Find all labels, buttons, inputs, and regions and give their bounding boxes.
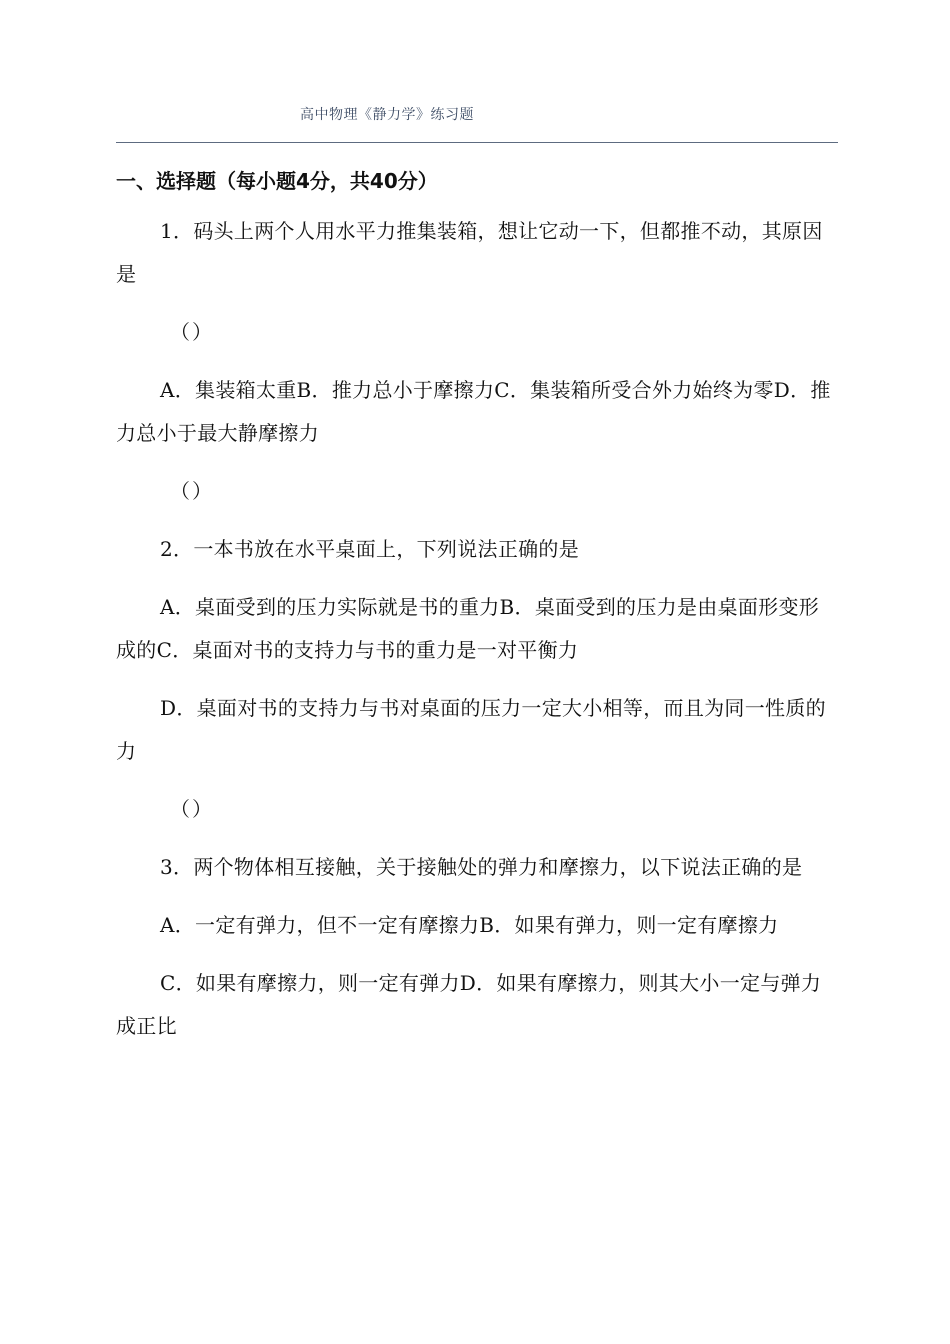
question-2-option-d: D．桌面对书的支持力与书对桌面的压力一定大小相等，而且为同一性质的力 bbox=[116, 696, 826, 763]
question-2-options-abc: A．桌面受到的压力实际就是书的重力B．桌面受到的压力是由桌面形变形成的C．桌面对书的支持力与书的重力是一对平衡力 bbox=[116, 595, 820, 662]
question-1-trailing-blank: （） bbox=[170, 479, 214, 503]
question-1-options: A．集装箱太重B．推力总小于摩擦力C．集装箱所受合外力始终为零D．推力总小于最大静摩擦力 bbox=[116, 378, 831, 445]
question-2-stem: 2．一本书放在水平桌面上，下列说法正确的是 bbox=[160, 537, 580, 561]
question-3-options-ab: A．一定有弹力，但不一定有摩擦力B．如果有弹力，则一定有摩擦力 bbox=[160, 913, 779, 937]
question-3 bbox=[116, 846, 838, 1048]
question-1 bbox=[116, 210, 838, 513]
question-1-answer-blank: （） bbox=[170, 320, 214, 344]
question-2-trailing-blank: （） bbox=[170, 797, 214, 821]
header-title: 高中物理《静力学》练习题 bbox=[300, 107, 474, 123]
question-2 bbox=[116, 528, 838, 831]
question-3-stem: 3．两个物体相互接触，关于接触处的弹力和摩擦力，以下说法正确的是 bbox=[160, 855, 803, 879]
section-heading: 一、选择题（每小题4分，共40分） bbox=[116, 169, 438, 193]
document-body bbox=[116, 160, 838, 1063]
header-divider bbox=[116, 142, 838, 143]
question-3-options-cd: C．如果有摩擦力，则一定有弹力D．如果有摩擦力，则其大小一定与弹力成正比 bbox=[116, 971, 822, 1038]
question-1-stem: 1．码头上两个人用水平力推集装箱，想让它动一下，但都推不动，其原因是 bbox=[116, 219, 823, 286]
